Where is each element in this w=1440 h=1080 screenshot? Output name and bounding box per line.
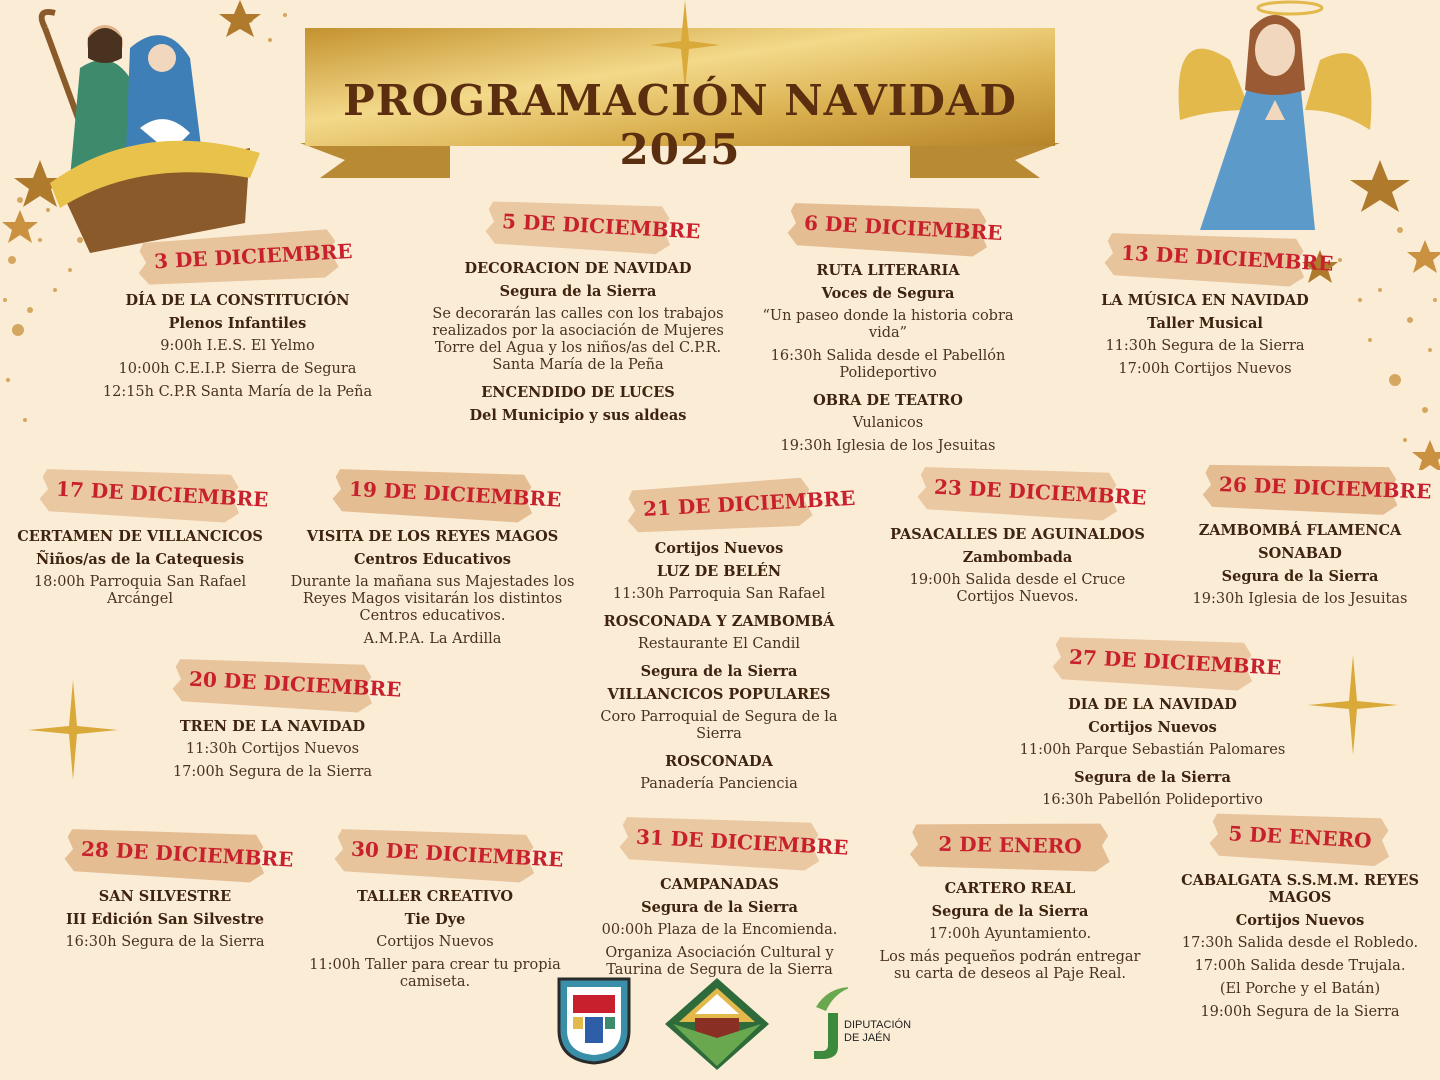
event-heading: DECORACION DE NAVIDAD xyxy=(464,260,692,277)
event-heading: Segura de la Sierra xyxy=(499,283,657,300)
event-block xyxy=(428,200,728,430)
event-block xyxy=(1080,232,1334,384)
event-date: 5 DE DICIEMBRE xyxy=(500,209,701,244)
event-block xyxy=(1175,812,1425,1027)
event-detail: 10:00h C.E.I.P. Sierra de Segura xyxy=(118,361,357,377)
event-detail: 18:00h Parroquia San Rafael Arcángel xyxy=(33,574,247,607)
event-heading: Segura de la Sierra xyxy=(1074,769,1231,786)
event-block xyxy=(880,466,1155,612)
date-tag xyxy=(625,475,856,535)
event-date: 21 DE DICIEMBRE xyxy=(641,485,856,521)
event-heading: Segura de la Sierra xyxy=(641,899,798,916)
event-heading: Cortijos Nuevos xyxy=(1088,719,1217,736)
event-heading: VILLANCICOS POPULARES xyxy=(607,686,831,703)
event-heading: Taller Musical xyxy=(1147,315,1263,332)
event-detail: “Un paseo donde la historia cobra vida” xyxy=(762,308,1014,341)
event-block xyxy=(30,828,300,957)
date-tag xyxy=(331,463,562,523)
event-heading: Cortijos Nuevos xyxy=(1235,912,1365,929)
event-date: 5 DE ENERO xyxy=(1227,821,1373,853)
page-title: PROGRAMACIÓN NAVIDAD 2025 xyxy=(343,76,1017,174)
event-heading: Centros Educativos xyxy=(354,551,511,568)
event-detail: 16:30h Segura de la Sierra xyxy=(65,934,265,950)
date-tag xyxy=(1104,227,1334,287)
event-detail: Durante la mañana sus Majestades los Reyes Magos visitarán los distintos Centros educativos. xyxy=(290,574,575,624)
event-heading: DÍA DE LA CONSTITUCIÓN xyxy=(125,292,350,309)
event-heading: Segura de la Sierra xyxy=(1221,568,1379,585)
date-tag xyxy=(916,461,1147,521)
event-detail: 11:00h Parque Sebastián Palomares xyxy=(1019,742,1286,758)
event-detail: 11:00h Taller para crear tu propia camiseta. xyxy=(309,957,561,990)
event-detail: Vulanicos xyxy=(852,415,924,431)
date-tag xyxy=(171,653,402,713)
event-date: 19 DE DICIEMBRE xyxy=(347,476,562,512)
event-heading: Tie Dye xyxy=(404,911,466,928)
event-detail: 19:30h Iglesia de los Jesuitas xyxy=(1192,591,1408,607)
event-date: 20 DE DICIEMBRE xyxy=(187,666,402,702)
event-detail: 17:00h Salida desde Trujala. xyxy=(1194,958,1406,974)
event-date: 27 DE DICIEMBRE xyxy=(1067,644,1282,680)
event-detail: 16:30h Pabellón Polideportivo xyxy=(1042,792,1263,808)
event-heading: ROSCONADA Y ZAMBOMBÁ xyxy=(603,613,835,630)
event-heading: CERTAMEN DE VILLANCICOS xyxy=(17,528,263,545)
event-heading: CAMPANADAS xyxy=(660,876,779,893)
event-date: 13 DE DICIEMBRE xyxy=(1120,240,1334,276)
event-date: 28 DE DICIEMBRE xyxy=(80,836,294,872)
event-heading: Del Municipio y sus aldeas xyxy=(469,407,687,424)
event-detail: 12:15h C.P.R Santa María de la Peña xyxy=(102,384,373,400)
event-heading: TREN DE LA NAVIDAD xyxy=(179,718,366,735)
event-detail: Panadería Panciencia xyxy=(640,776,798,792)
event-detail: 17:00h Ayuntamiento. xyxy=(928,926,1092,942)
event-heading: Segura de la Sierra xyxy=(640,663,798,680)
event-detail: 19:00h Salida desde el Cruce Cortijos Nuevos. xyxy=(909,572,1126,605)
event-block xyxy=(1160,462,1440,614)
event-detail: A.M.P.A. La Ardilla xyxy=(363,631,502,647)
event-date: 31 DE DICIEMBRE xyxy=(634,824,849,860)
event-detail: 17:00h Cortijos Nuevos xyxy=(1118,361,1292,377)
event-date: 26 DE DICIEMBRE xyxy=(1218,472,1432,504)
event-heading: Voces de Segura xyxy=(821,285,955,302)
event-detail: Los más pequeños podrán entregar su carta de deseos al Paje Real. xyxy=(879,949,1141,982)
event-heading: Ñiños/as de la Catequesis xyxy=(35,551,244,568)
diputacion-j-icon xyxy=(808,985,848,1065)
event-heading: VISITA DE LOS REYES MAGOS xyxy=(306,528,559,545)
event-block xyxy=(10,468,270,614)
house-logo xyxy=(665,978,769,1070)
event-block xyxy=(748,202,1028,461)
coat-of-arms-logo xyxy=(555,975,633,1065)
event-block xyxy=(1000,636,1305,815)
event-detail: 00:00h Plaza de la Encomienda. xyxy=(601,922,838,938)
event-detail: 17:30h Salida desde el Robledo. xyxy=(1181,935,1419,951)
event-heading: DIA DE LA NAVIDAD xyxy=(1068,696,1237,713)
date-tag xyxy=(1051,631,1282,691)
event-heading: CABALGATA S.S.M.M. REYES MAGOS xyxy=(1181,872,1419,906)
event-heading: ENCENDIDO DE LUCES xyxy=(481,384,675,401)
event-date: 23 DE DICIEMBRE xyxy=(932,474,1147,510)
event-detail: Organiza Asociación Cultural y Taurina de Segura de la Sierra xyxy=(605,945,834,978)
event-detail: Coro Parroquial de Segura de la Sierra xyxy=(600,709,838,742)
date-tag xyxy=(64,823,294,883)
event-date: 30 DE DICIEMBRE xyxy=(350,836,564,872)
event-detail: 16:30h Salida desde el Pabellón Polideportivo xyxy=(770,348,1006,381)
event-date: 17 DE DICIEMBRE xyxy=(55,476,269,512)
event-heading: LA MÚSICA EN NAVIDAD xyxy=(1101,292,1309,309)
date-tag xyxy=(39,463,269,523)
event-date: 6 DE DICIEMBRE xyxy=(803,210,1004,245)
event-date: 3 DE DICIEMBRE xyxy=(152,239,353,274)
event-detail: 11:30h Cortijos Nuevos xyxy=(185,741,360,757)
angel-illustration xyxy=(1170,0,1380,235)
event-detail: 19:00h Segura de la Sierra xyxy=(1200,1004,1400,1020)
sparkle-icon xyxy=(1308,655,1398,755)
event-heading: PASACALLES DE AGUINALDOS xyxy=(890,526,1145,543)
event-heading: LUZ DE BELÉN xyxy=(656,563,782,580)
event-detail: Restaurante El Candil xyxy=(637,636,801,652)
event-detail: Se decorarán las calles con los trabajos realizados por la asociación de Mujeres Torre del Agua y los niños/as del C.P.R. Santa María de la Peña xyxy=(432,306,724,373)
diputacion-name: DIPUTACIÓN xyxy=(844,1019,912,1031)
event-heading: Segura de la Sierra xyxy=(931,903,1089,920)
event-heading: TALLER CREATIVO xyxy=(356,888,514,905)
date-tag xyxy=(484,195,701,255)
event-heading: ROSCONADA xyxy=(665,753,773,770)
event-heading: OBRA DE TEATRO xyxy=(813,392,963,409)
event-block xyxy=(870,820,1150,989)
event-detail: 11:30h Parroquia San Rafael xyxy=(612,586,826,602)
event-detail: 9:00h I.E.S. El Yelmo xyxy=(160,338,315,354)
date-tag xyxy=(618,811,849,871)
sparkle-icon xyxy=(28,680,118,780)
event-detail: 19:30h Iglesia de los Jesuitas xyxy=(780,438,996,454)
event-heading: Cortijos Nuevos xyxy=(654,540,784,557)
date-tag xyxy=(136,227,353,287)
event-block xyxy=(592,816,847,985)
event-block xyxy=(595,480,856,799)
event-block xyxy=(100,232,375,407)
event-detail: 11:30h Segura de la Sierra xyxy=(1105,338,1305,354)
event-heading: ZAMBOMBÁ FLAMENCA xyxy=(1198,522,1402,539)
diputacion-place: DE JAÉN xyxy=(844,1032,891,1044)
date-tag xyxy=(787,197,1004,257)
date-tag xyxy=(334,823,564,883)
event-heading: Plenos Infantiles xyxy=(168,315,307,332)
event-block xyxy=(300,828,570,997)
event-heading: CARTERO REAL xyxy=(944,880,1076,897)
event-heading: SAN SILVESTRE xyxy=(98,888,232,905)
event-heading: Zambombada xyxy=(962,549,1073,566)
event-detail: (El Porche y el Batán) xyxy=(1219,981,1381,997)
date-tag xyxy=(910,818,1111,871)
event-heading: RUTA LITERARIA xyxy=(816,262,960,279)
event-detail: Cortijos Nuevos xyxy=(376,934,494,950)
diputacion-logo xyxy=(808,985,918,1065)
event-date: 2 DE ENERO xyxy=(938,831,1082,859)
event-heading: III Edición San Silvestre xyxy=(65,911,264,928)
date-tag xyxy=(1202,459,1432,516)
event-block xyxy=(290,468,575,654)
nativity-illustration xyxy=(30,8,270,258)
event-detail: 17:00h Segura de la Sierra xyxy=(172,764,373,780)
event-block xyxy=(140,658,405,787)
date-tag xyxy=(1209,807,1391,866)
event-heading: SONABAD xyxy=(1258,545,1342,562)
